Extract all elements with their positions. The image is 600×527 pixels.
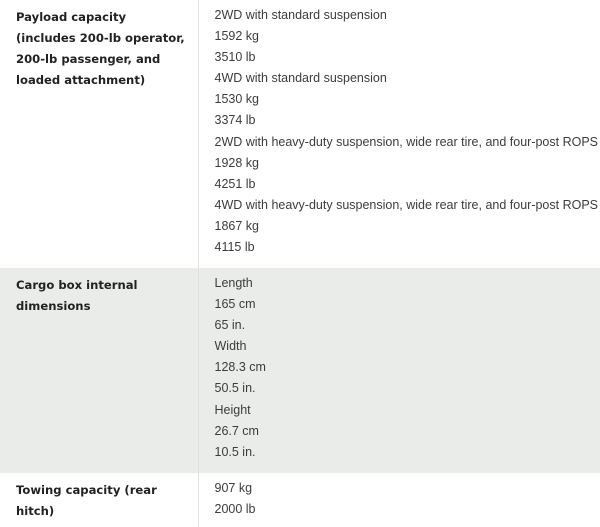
- spec-value: 50.5 in.: [214, 381, 256, 396]
- spec-value: Length: [214, 276, 253, 290]
- spec-values-payload-capacity: [198, 0, 600, 268]
- spec-value: 3510 lb: [214, 50, 256, 65]
- spec-value: Width: [214, 339, 247, 354]
- spec-row-cargo-box-dimensions: [0, 268, 600, 473]
- spec-value: 165 cm: [214, 297, 256, 312]
- spec-value: 65 in.: [214, 318, 246, 333]
- spec-value: 4WD with standard suspension: [214, 71, 387, 86]
- spec-value: 1928 kg: [214, 155, 259, 170]
- spec-value: 4WD with heavy-duty suspension, wide rear tire, and four-post ROPS: [214, 197, 599, 212]
- spec-label-cargo-box-dimensions: Cargo box internal dimensions: [0, 268, 198, 473]
- spec-value: 1592 kg: [214, 29, 259, 44]
- spec-row-towing-capacity: [0, 473, 600, 527]
- spec-value: 26.7 cm: [214, 423, 259, 438]
- spec-values-towing-capacity: [198, 473, 600, 527]
- spec-value: 2WD with standard suspension: [214, 8, 387, 22]
- spec-value: 1867 kg: [214, 218, 259, 233]
- spec-value: 907 kg: [214, 481, 253, 495]
- spec-value: 4115 lb: [214, 240, 255, 255]
- spec-value: 2WD with heavy-duty suspension, wide rear tire, and four-post ROPS: [214, 134, 599, 149]
- spec-value: 2000 lb: [214, 502, 256, 517]
- spec-values-cargo-box-dimensions: [198, 268, 600, 473]
- spec-value: 128.3 cm: [214, 360, 266, 375]
- spec-value: 4251 lb: [214, 176, 256, 191]
- spec-value: Height: [214, 402, 251, 417]
- spec-value: 1530 kg: [214, 92, 259, 107]
- spec-label-towing-capacity: Towing capacity (rear hitch): [0, 473, 198, 527]
- spec-value: 3374 lb: [214, 113, 256, 128]
- spec-value: 10.5 in.: [214, 444, 256, 459]
- spec-label-payload-capacity: Payload capacity (includes 200-lb operator, 200-lb passenger, and loaded attachment): [0, 0, 198, 268]
